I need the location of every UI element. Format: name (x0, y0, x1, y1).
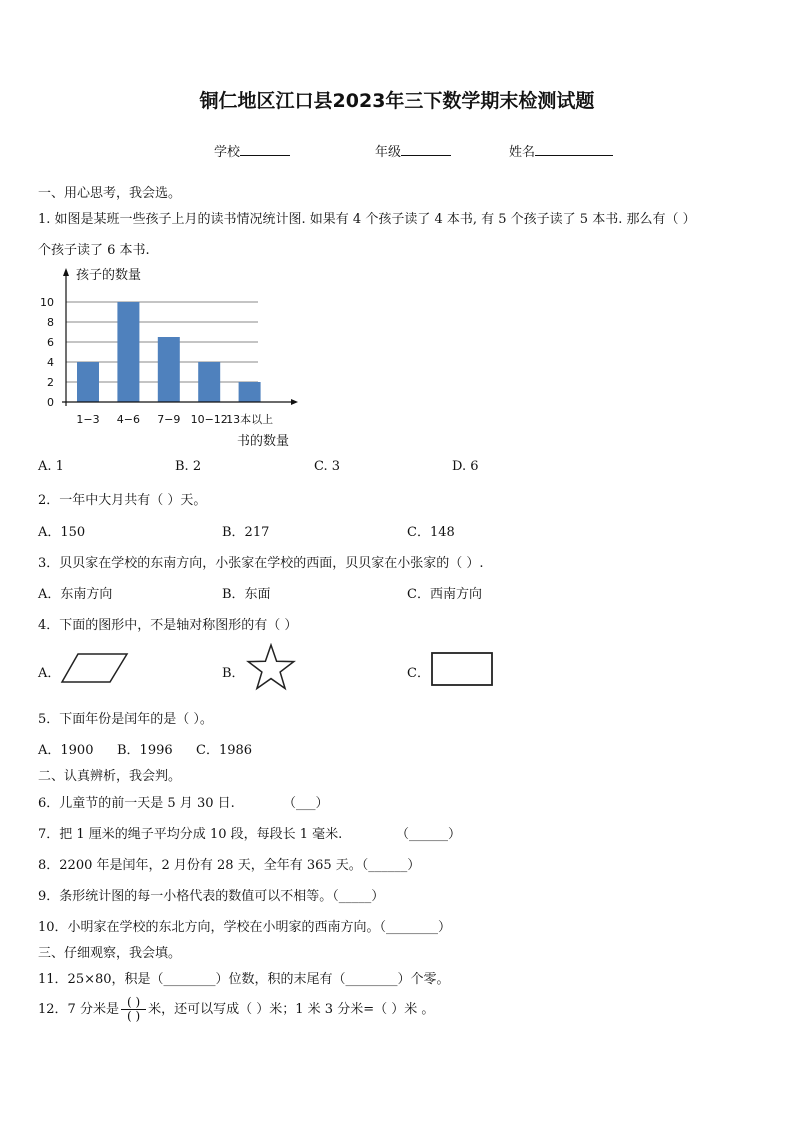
section-1-heading: 一、用心思考，我会选。 (38, 186, 182, 201)
q2-option-b[interactable]: B．217 (222, 525, 270, 540)
section-2-heading: 二、认真辨析，我会判。 (38, 769, 182, 784)
x-axis-arrow (291, 399, 298, 405)
x-tick-label: 1−3 (76, 413, 100, 426)
x-tick-label: 13本以上 (226, 413, 274, 426)
bar (158, 337, 180, 402)
q6-answer-blank[interactable]: （___） (283, 796, 329, 811)
q1-option-b[interactable]: B. 2 (175, 459, 202, 474)
q2-option-a[interactable]: A．150 (38, 525, 86, 540)
q5-option-c[interactable]: C．1986 (196, 743, 253, 758)
q3-option-c[interactable]: C．西南方向 (407, 587, 482, 602)
grade-field (375, 141, 451, 160)
y-tick-label: 10 (40, 296, 54, 309)
bar-chart (36, 262, 316, 452)
q3-text: 3．贝贝家在学校的东南方向，小张家在学校的西面，贝贝家在小张家的（ ）. (38, 556, 484, 571)
y-axis-arrow (63, 268, 69, 276)
grade-label: 年级 (375, 145, 402, 160)
fraction-numerator[interactable]: ( ) (121, 996, 146, 1010)
bar (198, 362, 220, 402)
q4-option-b[interactable]: B． (222, 666, 245, 681)
y-tick-label: 4 (47, 356, 54, 369)
bar (77, 362, 99, 402)
q4-text: 4．下面的图形中，不是轴对称图形的有（ ） (38, 618, 298, 633)
star-icon (245, 643, 297, 693)
q1-option-c[interactable]: C. 3 (314, 459, 341, 474)
parallelogram-icon (60, 651, 130, 685)
x-tick-label: 4−6 (116, 413, 141, 426)
q8-text: 8．2200 年是闰年，2 月份有 28 天，全年有 365 天。（______） (38, 858, 421, 873)
q1-option-d[interactable]: D. 6 (452, 459, 479, 474)
x-tick-label: 7−9 (157, 413, 181, 426)
chart-x-axis-label: 书的数量 (237, 434, 290, 449)
q9-text: 9．条形统计图的每一小格代表的数值可以不相等。（_____） (38, 889, 385, 904)
name-field (509, 141, 613, 160)
q12-suffix: 米，还可以写成（ ）米；1 米 3 分米=（ ）米 。 (148, 1002, 435, 1017)
q5-option-b[interactable]: B．1996 (117, 743, 173, 758)
grade-blank[interactable] (401, 143, 451, 156)
q2-option-c[interactable]: C．148 (407, 525, 455, 540)
q4-option-c[interactable]: C． (407, 666, 430, 681)
y-tick-label: 6 (47, 336, 54, 349)
y-tick-label: 2 (47, 376, 54, 389)
chart-title: 孩子的数量 (76, 268, 142, 283)
section-3-heading: 三、仔细观察，我会填。 (38, 946, 182, 961)
y-tick-label: 8 (47, 316, 54, 329)
fraction-denominator[interactable]: ( ) (126, 1009, 141, 1023)
school-field (214, 141, 290, 160)
school-blank[interactable] (240, 143, 290, 156)
q11-text: 11．25×80，积是（________）位数，积的末尾有（________）个零。 (38, 972, 450, 987)
bar (117, 302, 139, 402)
q2-text: 2．一年中大月共有（ ）天。 (38, 493, 207, 508)
q12-line (38, 996, 434, 1023)
name-blank[interactable] (535, 143, 613, 156)
y-tick-label: 0 (47, 396, 54, 409)
q3-option-a[interactable]: A．东南方向 (38, 587, 113, 602)
q1-text-line1: 1. 如图是某班一些孩子上月的读书情况统计图. 如果有 4 个孩子读了 4 本书, 有 5 个孩子读了 5 本书. 那么有（ ） (38, 212, 696, 227)
rectangle-icon (430, 651, 494, 687)
q7-answer-blank[interactable]: （______） (396, 827, 462, 842)
q5-text: 5．下面年份是闰年的是（ ）。 (38, 712, 213, 727)
q3-option-b[interactable]: B．东面 (222, 587, 271, 602)
q12-prefix: 12．7 分米是 (38, 1002, 119, 1017)
bar (239, 382, 261, 402)
q7-text: 7．把 1 厘米的绳子平均分成 10 段，每段长 1 毫米. (38, 827, 343, 842)
page-title: 铜仁地区江口县2023年三下数学期末检测试题 (199, 90, 595, 112)
q10-text: 10．小明家在学校的东北方向，学校在小明家的西南方向。（________） (38, 920, 452, 935)
q1-option-a[interactable]: A. 1 (38, 459, 64, 474)
q1-text-line2: 个孩子读了 6 本书. (38, 243, 150, 258)
chart-bars (77, 302, 261, 402)
q5-option-a[interactable]: A．1900 (38, 743, 94, 758)
x-tick-label: 10−12 (190, 413, 228, 426)
chart-ticks (40, 296, 273, 426)
q12-fraction[interactable] (121, 996, 146, 1023)
q6-text: 6．儿童节的前一天是 5 月 30 日. (38, 796, 235, 811)
name-label: 姓名 (509, 145, 536, 160)
q4-option-a[interactable]: A． (38, 666, 61, 681)
school-label: 学校 (214, 145, 241, 160)
